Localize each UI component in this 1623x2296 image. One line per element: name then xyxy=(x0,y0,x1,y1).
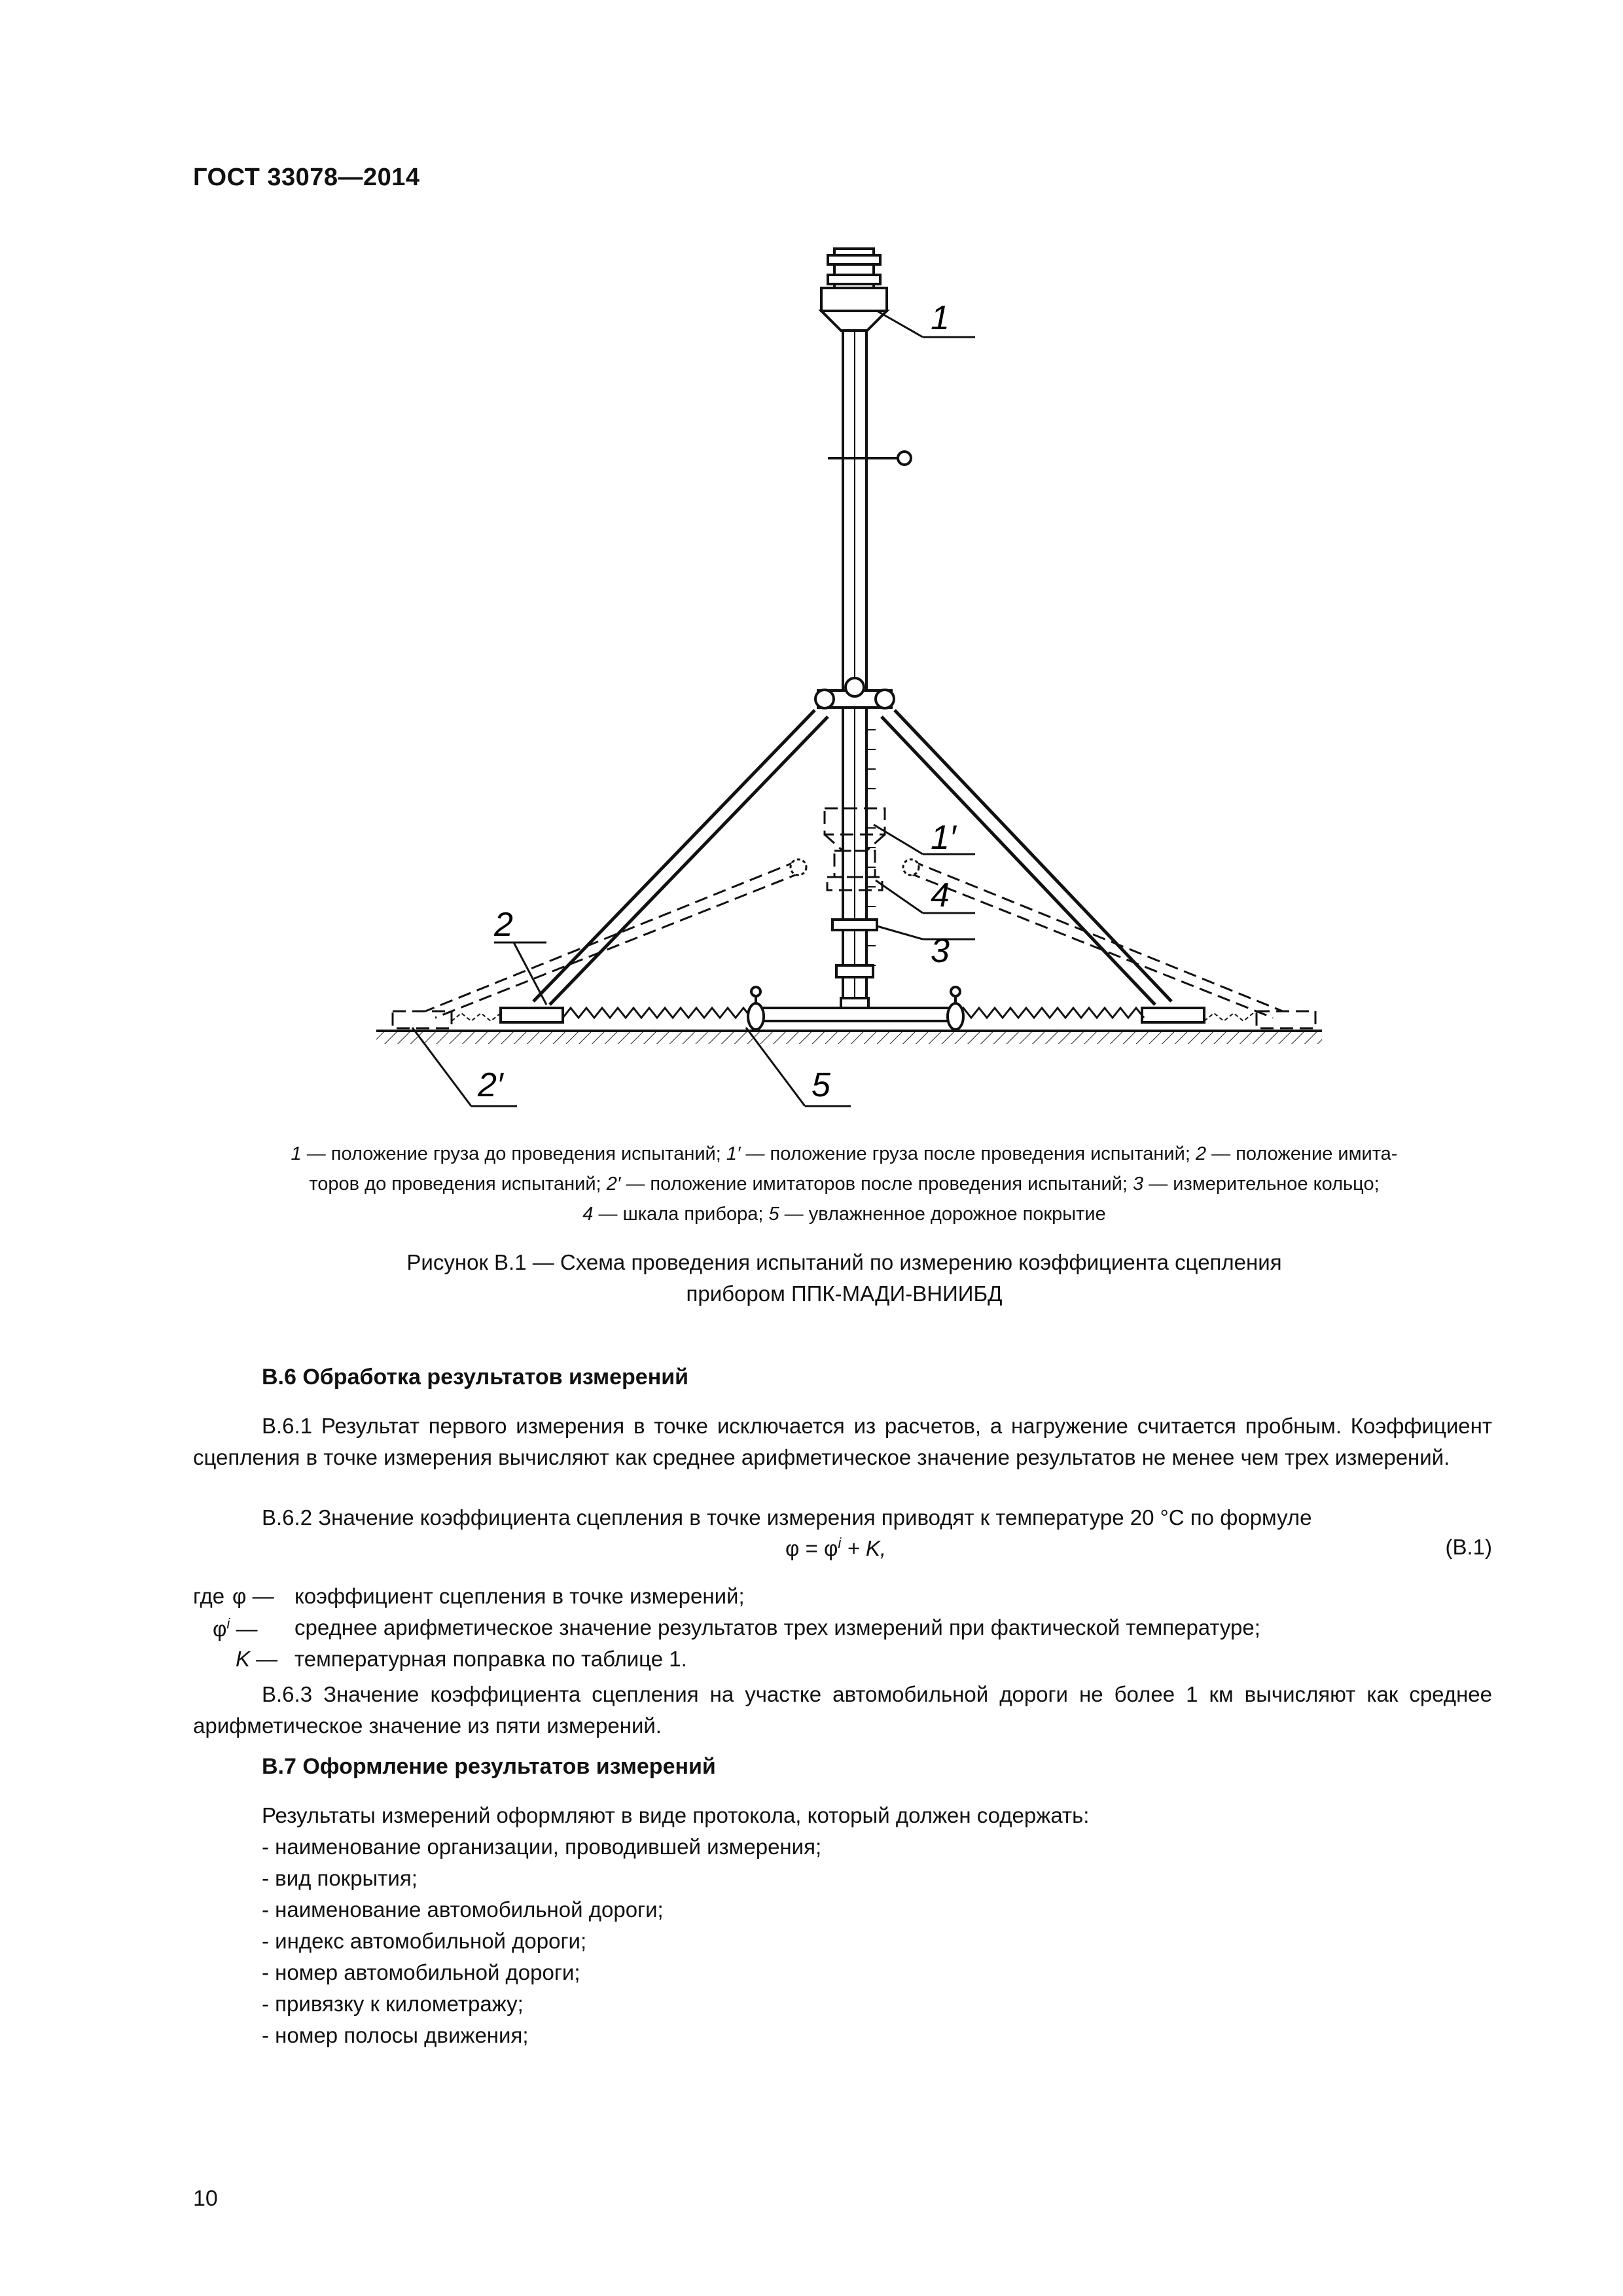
symbol: φ xyxy=(213,1617,227,1641)
paragraph-b62 xyxy=(193,1502,1492,1534)
legend-num: 5 xyxy=(768,1204,779,1225)
legend-text: — положение груза до проведения испытаний; xyxy=(301,1143,726,1164)
formula-rhs: + K, xyxy=(841,1536,887,1560)
where-symbol-3: K — xyxy=(236,1647,278,1671)
list-item: - вид покрытия; xyxy=(262,1866,418,1890)
where-text-3: температурная поправка по таблице 1. xyxy=(294,1647,687,1671)
legend-text: торов до проведения испытаний; xyxy=(309,1174,607,1194)
section-heading-b6: В.6 Обработка результатов измерений xyxy=(262,1365,689,1390)
where-symbol-1: φ — xyxy=(232,1584,274,1608)
legend-num: 3 xyxy=(1133,1174,1144,1194)
right-spring xyxy=(955,1008,1144,1018)
section-heading-b7: В.7 Оформление результатов измерений xyxy=(262,1754,716,1779)
legend-num: 2 xyxy=(1195,1143,1207,1164)
legend-num: 1′ xyxy=(726,1143,741,1164)
label-2-prime: 2′ xyxy=(478,1066,503,1104)
where-text-1: коэффициент сцепления в точке измерений; xyxy=(294,1584,745,1608)
formula-lhs: φ = φ xyxy=(785,1536,838,1560)
label-4: 4 xyxy=(931,876,950,914)
symbol-sup: i xyxy=(226,1615,230,1632)
legend-text: — измерительное кольцо; xyxy=(1143,1174,1380,1194)
paragraph-b61 xyxy=(193,1410,1492,1473)
list-intro: Результаты измерений оформляют в виде протокола, который должен содержать: xyxy=(262,1803,1090,1827)
formula-number: (В.1) xyxy=(1445,1535,1492,1559)
symbol-dash: — xyxy=(230,1617,258,1641)
where-label: где xyxy=(193,1584,225,1608)
formula-b1 xyxy=(785,1535,886,1561)
protocol-requirements-list xyxy=(262,1800,1089,2051)
legend-num: 1 xyxy=(291,1143,302,1164)
figure-caption xyxy=(196,1247,1492,1310)
left-spring xyxy=(563,1008,751,1018)
legend-text: — положение имита- xyxy=(1206,1143,1398,1164)
ground-hatching xyxy=(376,1032,1322,1044)
caption-line-2: прибором ППК-МАДИ-ВНИИБД xyxy=(686,1282,1003,1306)
weight-1 xyxy=(821,288,887,311)
legend-text: — положение груза после проведения испытаний; xyxy=(740,1143,1196,1164)
legend-line-2 xyxy=(196,1169,1492,1199)
figure-b1-diagram xyxy=(366,232,1335,1122)
list-item: - наименование автомобильной дороги; xyxy=(262,1897,664,1922)
document-code-header: ГОСТ 33078—2014 xyxy=(193,164,420,191)
where-symbol-2 xyxy=(213,1615,257,1641)
label-3: 3 xyxy=(931,932,950,970)
where-text-2: среднее арифметическое значение результатов трех измерений при фактической температуре; xyxy=(294,1615,1260,1640)
caption-line-1: Рисунок В.1 — Схема проведения испытаний по измерению коэффициента сцепления xyxy=(406,1250,1282,1274)
device-schematic xyxy=(366,232,1335,1122)
legend-text: — шкала прибора; xyxy=(593,1204,769,1225)
list-item: - номер автомобильной дороги; xyxy=(262,1960,580,1984)
paragraph-text: В.6.2 Значение коэффициента сцепления в точке измерения приводят к температуре 20 °С по формуле xyxy=(262,1505,1312,1530)
list-item: - индекс автомобильной дороги; xyxy=(262,1929,587,1953)
right-foot-imitator xyxy=(1142,1008,1204,1022)
label-1: 1 xyxy=(931,299,950,337)
left-foot-imitator xyxy=(501,1008,563,1022)
paragraph-text: В.6.3 Значение коэффициента сцепления на участке автомобильной дороги не более 1 км вычисляют как среднее арифметическое значение из пяти измерений. xyxy=(193,1682,1492,1738)
formula-sup: i xyxy=(838,1535,842,1551)
figure-legend xyxy=(196,1139,1492,1229)
base-plate xyxy=(756,1008,955,1021)
page-number: 10 xyxy=(193,2186,218,2211)
list-item: - привязку к километражу; xyxy=(262,1992,524,2016)
legend-num: 2′ xyxy=(606,1174,621,1194)
legend-line-1 xyxy=(196,1139,1492,1169)
paragraph-text: В.6.1 Результат первого измерения в точке исключается из расчетов, а нагружение считается пробным. Коэффициент сцепления в точке измерения вычисляют как среднее арифметическое значение результатов не менее чем трех измерений. xyxy=(193,1414,1492,1469)
legend-text: — положение имитаторов после проведения испытаний; xyxy=(620,1174,1133,1194)
legend-line-3 xyxy=(196,1199,1492,1229)
legend-text: — увлажненное дорожное покрытие xyxy=(779,1204,1106,1225)
left-leg xyxy=(533,710,815,1001)
legend-num: 4 xyxy=(582,1204,594,1225)
list-item: - номер полосы движения; xyxy=(262,2023,529,2047)
label-1-prime: 1′ xyxy=(931,819,956,857)
measuring-ring xyxy=(832,920,877,930)
label-5: 5 xyxy=(812,1066,830,1104)
paragraph-b63 xyxy=(193,1679,1492,1742)
label-2: 2 xyxy=(494,906,513,944)
list-item: - наименование организации, проводившей измерения; xyxy=(262,1835,822,1859)
